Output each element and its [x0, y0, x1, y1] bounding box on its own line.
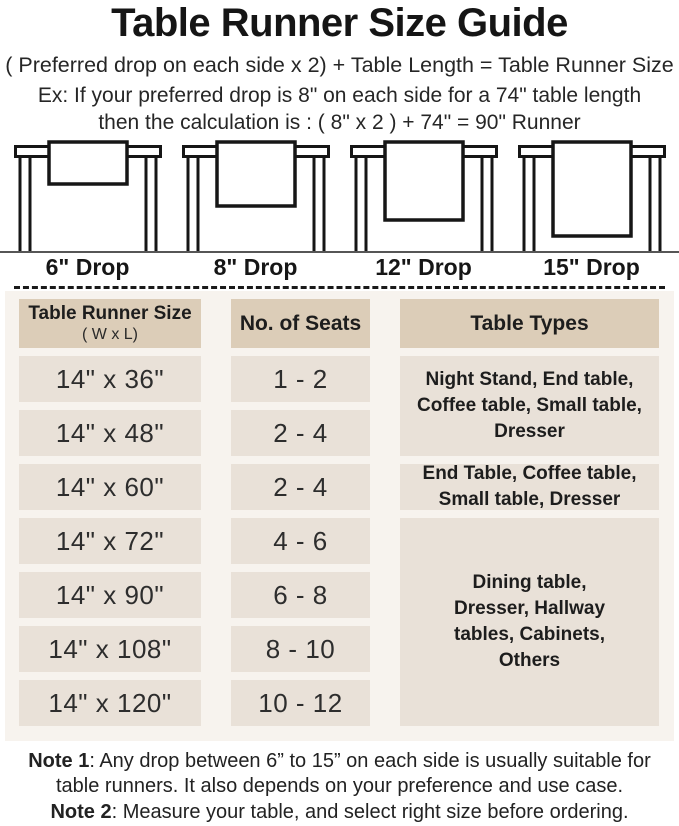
size-cell: 14" x 108" — [19, 626, 201, 672]
size-cell: 14" x 60" — [19, 464, 201, 510]
column-header-types: Table Types — [400, 299, 659, 348]
example-line-1: Ex: If your preferred drop is 8" on each side for a 74" table length — [37, 84, 642, 107]
table-runner-illustration — [349, 140, 499, 251]
drop-label: 15" Drop — [543, 254, 640, 280]
note-2 — [10, 800, 669, 825]
size-chart-panel — [5, 291, 674, 741]
table-runner-illustration — [181, 140, 331, 251]
column-header-size-subtitle: ( W x L) — [82, 326, 138, 343]
note-1 — [10, 749, 669, 800]
size-cell: 14" x 90" — [19, 572, 201, 618]
seats-cell: 4 - 6 — [231, 518, 370, 564]
table-types-cell: Dining table, Dresser, Hallway tables, Cabinets, Others — [400, 518, 659, 726]
seats-cell: 1 - 2 — [231, 356, 370, 402]
notes-section — [10, 749, 669, 825]
table-types-cell: End Table, Coffee table, Small table, Dresser — [400, 464, 659, 510]
drop-labels-row — [0, 253, 679, 286]
size-cell: 14" x 120" — [19, 680, 201, 726]
seats-cell: 2 - 4 — [231, 410, 370, 456]
seats-cell: 8 - 10 — [231, 626, 370, 672]
column-header-size — [19, 299, 201, 348]
formula-line: ( Preferred drop on each side x 2) + Table Length = Table Runner Size — [5, 53, 674, 77]
size-cell: 14" x 72" — [19, 518, 201, 564]
drop-figure — [13, 140, 163, 251]
table-runner-illustration — [517, 140, 667, 251]
table-runner-illustration — [13, 140, 163, 251]
drop-label: 6" Drop — [45, 254, 130, 280]
dashed-divider — [14, 286, 665, 289]
drop-figure — [349, 140, 499, 251]
table-types-cell: Night Stand, End table, Coffee table, Small table, Dresser — [400, 356, 659, 456]
size-cell: 14" x 48" — [19, 410, 201, 456]
note-2-label: Note 2 — [50, 800, 112, 823]
seats-cell: 2 - 4 — [231, 464, 370, 510]
size-chart-grid — [19, 299, 674, 726]
note-2-text: : Measure your table, and select right size before ordering. — [111, 800, 629, 823]
drop-label: 8" Drop — [213, 254, 298, 280]
page-title: Table Runner Size Guide — [111, 1, 568, 45]
example-line-2: then the calculation is : ( 8" x 2 ) + 74" = 90" Runner — [98, 111, 581, 134]
column-header-seats: No. of Seats — [231, 299, 370, 348]
drop-label: 12" Drop — [375, 254, 472, 280]
note-1-text: : Any drop between 6” to 15” on each side is usually suitable for table runners. It also depends on your preference and use case. — [55, 750, 651, 798]
size-cell: 14" x 36" — [19, 356, 201, 402]
seats-cell: 10 - 12 — [231, 680, 370, 726]
drop-figure — [181, 140, 331, 251]
seats-cell: 6 - 8 — [231, 572, 370, 618]
drop-figure — [517, 140, 667, 251]
note-1-label: Note 1 — [28, 750, 90, 772]
drop-figures-row — [0, 140, 679, 253]
column-header-size-title: Table Runner Size — [28, 303, 192, 324]
